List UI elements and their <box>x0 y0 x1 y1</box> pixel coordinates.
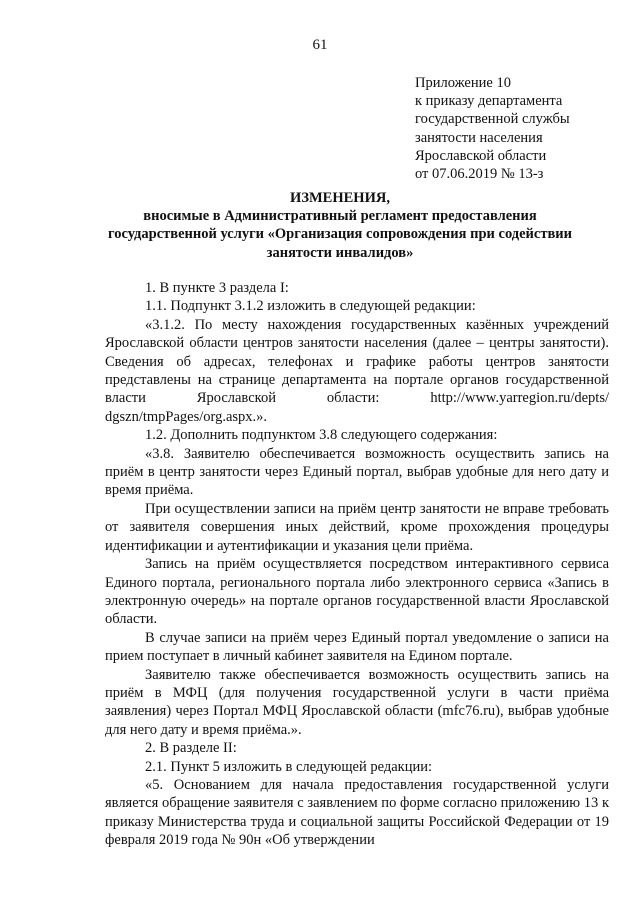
paragraph: При осуществлении записи на приём центр занятости не вправе требовать от заявителя совершения иных действий, кроме прохождения процедуры идентификации и аутентификации и указания цели приёма. <box>105 500 609 554</box>
document-body <box>105 279 609 850</box>
paragraph: «3.8. Заявителю обеспечивается возможность осуществить запись на приём в центр занятости через Единый портал, выбрав удобные для него дату и время приёма. <box>105 445 609 499</box>
heading-line: вносимые в Административный регламент предоставления <box>143 208 537 225</box>
paragraph: Заявителю также обеспечивается возможность осуществить запись на приём в МФЦ (для получения государственной услуги в части приёма заявления) через Портал МФЦ Ярославской области (mfc76.ru), выбрав удобные для него дату и время приёма.». <box>105 666 609 738</box>
paragraph: «3.1.2. По месту нахождения государственных казённых учреждений Ярославской области центров занятости населения (далее – центры занятости). Сведения об адресах, телефонах и графике работы центров занятости представлены на странице департамента на портале органов государственной власти Ярославской области: http://www.yarregion.ru/depts/ dgszn/tmpPages/org.aspx.». <box>105 316 609 425</box>
paragraph: «5. Основанием для начала предоставления государственной услуги является обращение заявителя с заявлением по форме согласно приложению 13 к приказу Министерства труда и социальной защиты Российской Федерации от 19 февраля 2019 года № 90н «Об утверждении <box>105 776 609 849</box>
appendix-block <box>415 74 615 183</box>
appendix-line: к приказу департамента <box>415 93 563 110</box>
appendix-line: занятости населения <box>415 129 543 146</box>
paragraph: 2. В разделе II: <box>145 740 237 757</box>
document-heading <box>100 189 580 262</box>
page-number: 61 <box>312 37 328 53</box>
paragraph: Запись на приём осуществляется посредством интерактивного сервиса Единого портала, регионального портала либо электронного сервиса «Запись в электронную очередь» на портале органов государственной власти Ярославской области. <box>105 556 609 628</box>
heading-title: ИЗМЕНЕНИЯ, <box>290 190 390 206</box>
appendix-line: от 07.06.2019 № 13-з <box>415 166 544 183</box>
heading-line: государственной услуги «Организация сопровождения при содействии <box>107 226 572 243</box>
appendix-line: Приложение 10 <box>415 75 511 91</box>
appendix-line: государственной службы <box>415 111 570 128</box>
paragraph: 1.1. Подпункт 3.1.2 изложить в следующей редакции: <box>145 298 476 315</box>
appendix-line: Ярославской области <box>415 147 547 164</box>
paragraph: В случае записи на приём через Единый портал уведомление о записи на прием поступает в личный кабинет заявителя на Едином портале. <box>105 629 609 665</box>
paragraph: 1.2. Дополнить подпунктом 3.8 следующего содержания: <box>145 427 498 444</box>
paragraph: 1. В пункте 3 раздела I: <box>145 280 289 296</box>
paragraph: 2.1. Пункт 5 изложить в следующей редакции: <box>145 758 433 775</box>
heading-line: занятости инвалидов» <box>266 244 414 261</box>
